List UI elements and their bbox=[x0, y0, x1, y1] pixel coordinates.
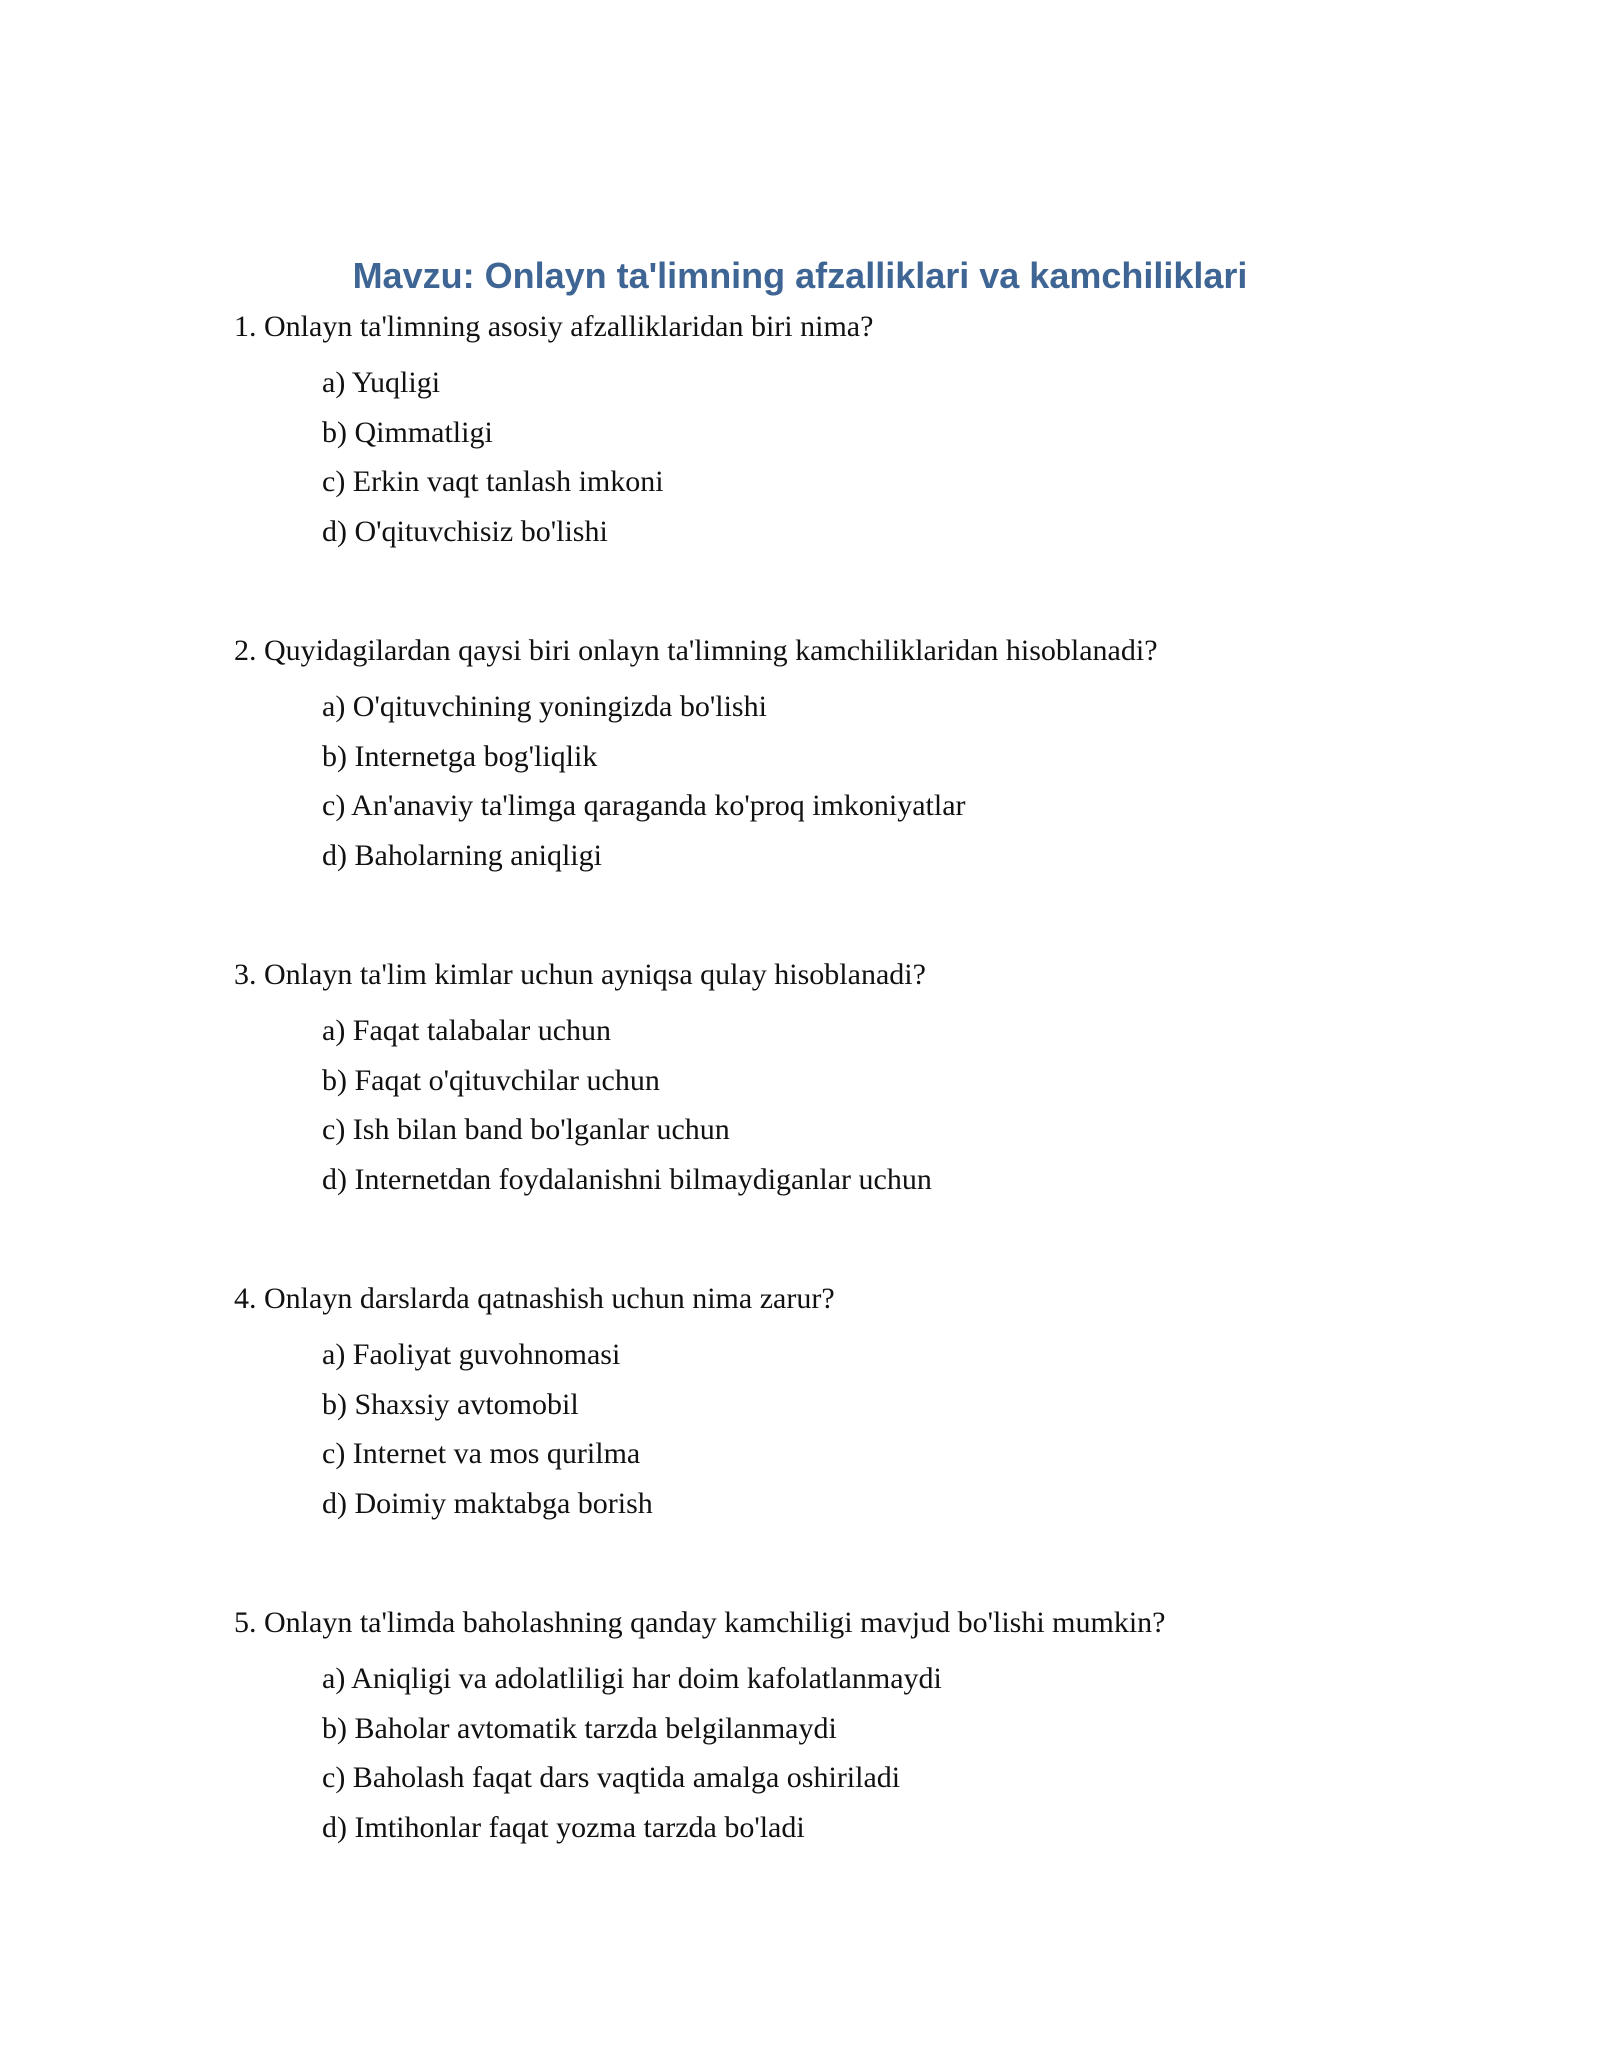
option-d: d) Internetdan foydalanishni bilmaydiganlar uchun bbox=[322, 1162, 932, 1196]
option-a: a) Aniqligi va adolatliligi har doim kafolatlanmaydi bbox=[322, 1662, 942, 1695]
option-list bbox=[234, 1658, 1434, 1856]
question-text: 1. Onlayn ta'limning asosiy afzalliklaridan biri nima? bbox=[234, 310, 874, 343]
option-c: c) Internet va mos qurilma bbox=[322, 1437, 641, 1470]
option-list bbox=[234, 1334, 1434, 1532]
option-c: c) Ish bilan band bo'lganlar uchun bbox=[322, 1113, 730, 1146]
question-text: 4. Onlayn darslarda qatnashish uchun nima zarur? bbox=[234, 1282, 835, 1315]
option-a: a) Faoliyat guvohnomasi bbox=[322, 1338, 621, 1371]
option-c: c) An'anaviy ta'limga qaraganda ko'proq imkoniyatlar bbox=[322, 789, 966, 822]
option-c: c) Baholash faqat dars vaqtida amalga oshiriladi bbox=[322, 1761, 901, 1794]
option-b: b) Baholar avtomatik tarzda belgilanmaydi bbox=[322, 1711, 837, 1745]
option-a: a) Yuqligi bbox=[322, 366, 441, 399]
option-a: a) Faqat talabalar uchun bbox=[322, 1014, 612, 1047]
option-b: b) Internetga bog'liqlik bbox=[322, 739, 598, 773]
option-list bbox=[234, 1010, 1434, 1208]
option-b: b) Qimmatligi bbox=[322, 415, 493, 449]
question-text: 5. Onlayn ta'limda baholashning qanday kamchiligi mavjud bo'lishi mumkin? bbox=[234, 1606, 1166, 1639]
question-list bbox=[234, 306, 1434, 1926]
question-text: 3. Onlayn ta'lim kimlar uchun ayniqsa qulay hisoblanadi? bbox=[234, 958, 926, 991]
question-2 bbox=[234, 630, 1434, 954]
question-text: 2. Quyidagilardan qaysi biri onlayn ta'limning kamchiliklaridan hisoblanadi? bbox=[234, 634, 1158, 667]
option-c: c) Erkin vaqt tanlash imkoni bbox=[322, 465, 664, 498]
question-1 bbox=[234, 306, 1434, 630]
option-a: a) O'qituvchining yoningizda bo'lishi bbox=[322, 690, 767, 723]
option-list bbox=[234, 362, 1434, 560]
option-b: b) Faqat o'qituvchilar uchun bbox=[322, 1063, 660, 1097]
option-d: d) O'qituvchisiz bo'lishi bbox=[322, 514, 608, 548]
document-title: Mavzu: Onlayn ta'limning afzalliklari va kamchiliklari bbox=[352, 255, 1248, 296]
question-3 bbox=[234, 954, 1434, 1278]
option-list bbox=[234, 686, 1434, 884]
option-d: d) Doimiy maktabga borish bbox=[322, 1486, 653, 1520]
question-4 bbox=[234, 1278, 1434, 1602]
question-5 bbox=[234, 1602, 1434, 1926]
option-d: d) Baholarning aniqligi bbox=[322, 838, 602, 872]
option-d: d) Imtihonlar faqat yozma tarzda bo'ladi bbox=[322, 1810, 805, 1844]
option-b: b) Shaxsiy avtomobil bbox=[322, 1387, 579, 1421]
